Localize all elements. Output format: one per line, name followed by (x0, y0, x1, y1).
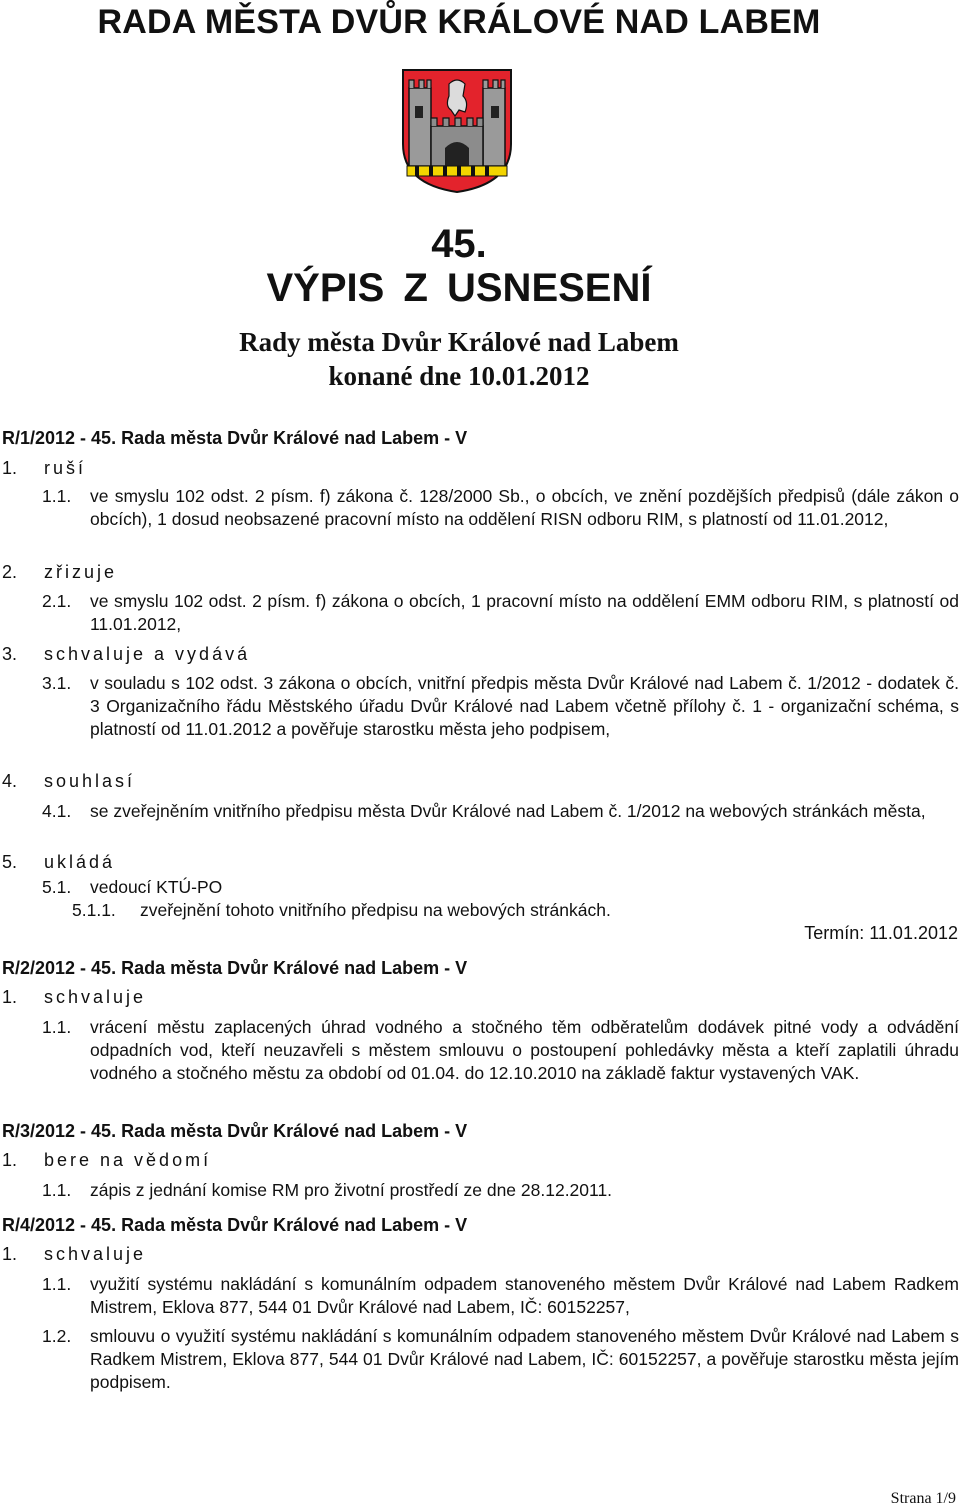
resolution-verb: 4. souhlasí (2, 771, 136, 791)
resolution-verb: 1. schvaluje (2, 987, 147, 1007)
resolution-verb: 1. bere na vědomí (2, 1150, 212, 1170)
resolution-heading: R/2/2012 - 45. Rada města Dvůr Králové nad Labem - V (2, 958, 468, 978)
deadline: Termín: 11.01.2012 (804, 923, 958, 943)
resolution-item: 4.1. se zveřejněním vnitřního předpisu města Dvůr Králové nad Labem č. 1/2012 na webových stránkách města, (42, 801, 926, 821)
resolution-item: 1.1. zápis z jednání komise RM pro životní prostředí ze dne 28.12.2011. (42, 1180, 613, 1200)
resolution-verb: 1. ruší (2, 458, 87, 478)
resolution-heading: R/1/2012 - 45. Rada města Dvůr Králové nad Labem - V (2, 428, 468, 448)
resolution-verb: 2. zřizuje (2, 562, 118, 582)
meeting-number: 45. (431, 222, 487, 266)
resolution-verb: 1. schvaluje (2, 1244, 147, 1264)
resolution-heading: R/3/2012 - 45. Rada města Dvůr Králové nad Labem - V (2, 1121, 468, 1141)
resolution-item: 1.2. smlouvu o využití systému nakládání s komunálním odpadem stanoveného městem Dvůr Králové nad Labem s Radkem Mistrem, Eklova 877, 544 01 Dvůr Králové nad Labem, IČ: 60152257, a pověřuje starostku města jejím podpisem. (42, 1326, 959, 1392)
resolution-heading: R/4/2012 - 45. Rada města Dvůr Králové nad Labem - V (2, 1215, 468, 1235)
resolution-subitem: 5.1.1. zveřejnění tohoto vnitřního předpisu na webových stránkách. (72, 900, 611, 920)
document-heading: VÝPIS Z USNESENÍ (266, 266, 652, 310)
resolution-item: 1.1. využití systému nakládání s komunálním odpadem stanoveného městem Dvůr Králové nad Labem Radkem Mistrem, Eklova 877, 544 01 Dvůr Králové nad Labem, IČ: 60152257, (42, 1274, 959, 1317)
resolution-item: 1.1. ve smyslu 102 odst. 2 písm. f) zákona č. 128/2000 Sb., o obcích, ve znění pozdějších předpisů (dále zákon o obcích), 1 dosud neobsazené pracovní místo na oddělení RISN odboru RIM, s platností od 11.01.2012, (42, 486, 959, 529)
page-number: Strana 1/9 (890, 1490, 956, 1507)
document-subtitle: Rady města Dvůr Králové nad Labem (239, 327, 679, 357)
council-title: RADA MĚSTA DVŮR KRÁLOVÉ NAD LABEM (97, 3, 821, 41)
resolution-verb: 3. schvaluje a vydává (2, 644, 251, 664)
resolution-verb: 5. ukládá (2, 852, 116, 872)
resolution-item: 5.1. vedoucí KTÚ-PO (42, 877, 223, 897)
resolution-item: 3.1. v souladu s 102 odst. 3 zákona o obcích, vnitřní předpis města Dvůr Králové nad Labem č. 1/2012 - dodatek č. 3 Organizačního řádu Městského úřadu Dvůr Králové nad Labem včetně přílohy č. 1 - organizační schéma, s platností od 11.01.2012 a pověřuje starostku města jeho podpisem, (42, 673, 959, 739)
resolution-item: 2.1. ve smyslu 102 odst. 2 písm. f) zákona o obcích, 1 pracovní místo na oddělení EMM odboru RIM, s platností od 11.01.2012, (42, 591, 959, 634)
meeting-date: konané dne 10.01.2012 (328, 361, 590, 391)
resolution-item: 1.1. vrácení městu zaplacených úhrad vodného a stočného těm odběratelům dodávek pitné vody a odvádění odpadních vod, kteří neuzavřeli s městem smlouvu o postoupení pohledávky města a kteří zaplatili úhradu vodného a stočného městu za období od 01.04. do 12.10.2010 na základě faktur vystavených VAK. (42, 1017, 959, 1083)
city-coat-of-arms (399, 66, 515, 194)
